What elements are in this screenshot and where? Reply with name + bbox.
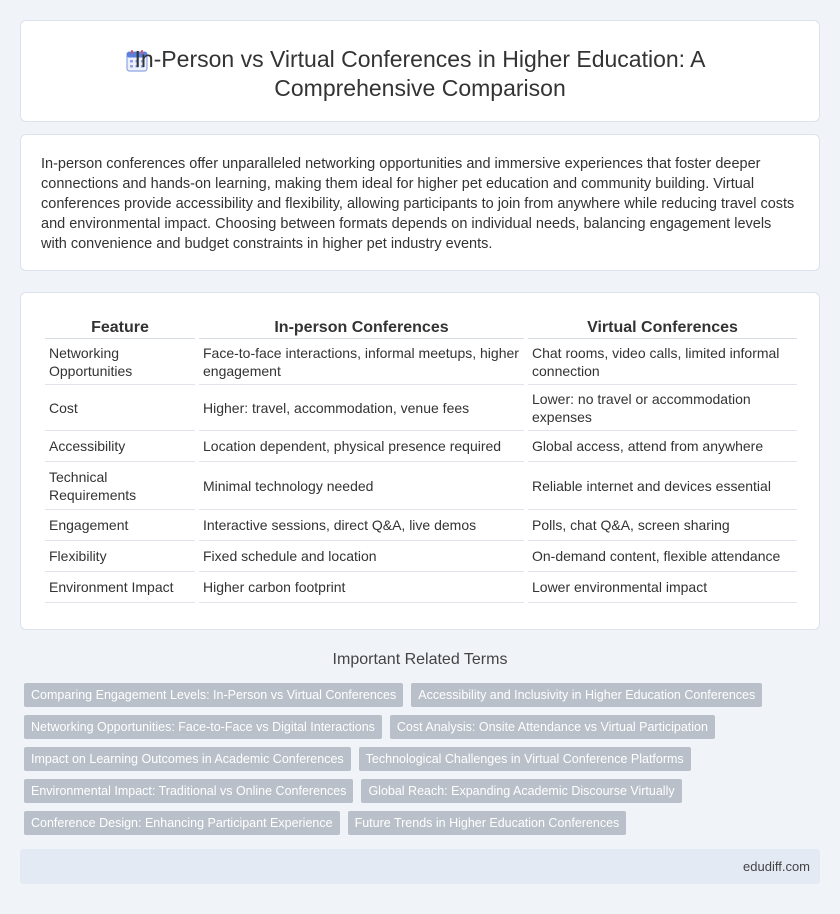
table-cell-feature: Environment Impact	[45, 572, 195, 603]
table-row	[45, 541, 797, 572]
table-row	[45, 431, 797, 462]
footer	[20, 849, 820, 884]
table-row	[45, 339, 797, 385]
intro-card	[20, 134, 820, 271]
table-cell-in-person: Interactive sessions, direct Q&A, live demos	[199, 510, 524, 541]
related-term-tag[interactable]: Comparing Engagement Levels: In-Person vs Virtual Conferences	[24, 683, 403, 707]
related-term-tag[interactable]: Impact on Learning Outcomes in Academic Conferences	[24, 747, 351, 771]
page-title: In-Person vs Virtual Conferences in Higher Education: A Comprehensive Comparison	[134, 46, 706, 101]
table-cell-virtual: On-demand content, flexible attendance	[528, 541, 797, 572]
related-term-tag[interactable]: Conference Design: Enhancing Participant Experience	[24, 811, 340, 835]
table-cell-virtual: Polls, chat Q&A, screen sharing	[528, 510, 797, 541]
table-cell-in-person: Face-to-face interactions, informal meetups, higher engagement	[199, 339, 524, 385]
table-cell-virtual: Chat rooms, video calls, limited informal connection	[528, 339, 797, 385]
table-cell-feature: Networking Opportunities	[45, 339, 195, 385]
table-cell-virtual: Global access, attend from anywhere	[528, 431, 797, 462]
related-term-tag[interactable]: Networking Opportunities: Face-to-Face vs Digital Interactions	[24, 715, 382, 739]
table-cell-in-person: Higher carbon footprint	[199, 572, 524, 603]
comparison-table	[41, 317, 801, 603]
column-header-feature: Feature	[45, 317, 195, 339]
intro-paragraph: In-person conferences offer unparalleled networking opportunities and immersive experiences that foster deeper connections and hands-on learning, making them ideal for higher pet education and community building. Virtual conferences provide accessibility and flexibility, allowing participants to join from anywhere while reducing travel costs and environmental impact. Choosing between formats depends on individual needs, balancing engagement levels with convenience and budget constraints in higher pet industry events.	[41, 156, 795, 252]
table-cell-virtual: Lower: no travel or accommodation expenses	[528, 385, 797, 431]
table-row	[45, 572, 797, 603]
related-terms-heading: Important Related Terms	[332, 651, 508, 668]
table-cell-virtual: Reliable internet and devices essential	[528, 462, 797, 510]
table-row	[45, 462, 797, 510]
table-cell-in-person: Higher: travel, accommodation, venue fees	[199, 385, 524, 431]
table-cell-feature: Accessibility	[45, 431, 195, 462]
table-row	[45, 385, 797, 431]
related-term-tag[interactable]: Global Reach: Expanding Academic Discourse Virtually	[361, 779, 681, 803]
related-term-tag[interactable]: Environmental Impact: Traditional vs Online Conferences	[24, 779, 353, 803]
column-header-in-person: In-person Conferences	[199, 317, 524, 339]
related-term-tag[interactable]: Accessibility and Inclusivity in Higher Education Conferences	[411, 683, 762, 707]
related-terms-list	[24, 683, 804, 843]
table-cell-virtual: Lower environmental impact	[528, 572, 797, 603]
table-cell-in-person: Location dependent, physical presence required	[199, 431, 524, 462]
table-row	[45, 510, 797, 541]
table-header-row	[45, 317, 797, 339]
related-term-tag[interactable]: Technological Challenges in Virtual Conference Platforms	[359, 747, 691, 771]
table-cell-feature: Technical Requirements	[45, 462, 195, 510]
column-header-virtual: Virtual Conferences	[528, 317, 797, 339]
table-cell-feature: Flexibility	[45, 541, 195, 572]
table-cell-feature: Engagement	[45, 510, 195, 541]
table-cell-feature: Cost	[45, 385, 195, 431]
site-name[interactable]: edudiff.com	[743, 859, 810, 874]
related-term-tag[interactable]: Cost Analysis: Onsite Attendance vs Virtual Participation	[390, 715, 715, 739]
table-cell-in-person: Minimal technology needed	[199, 462, 524, 510]
title-card	[20, 20, 820, 122]
table-cell-in-person: Fixed schedule and location	[199, 541, 524, 572]
related-term-tag[interactable]: Future Trends in Higher Education Conferences	[348, 811, 627, 835]
comparison-table-card	[20, 292, 820, 630]
